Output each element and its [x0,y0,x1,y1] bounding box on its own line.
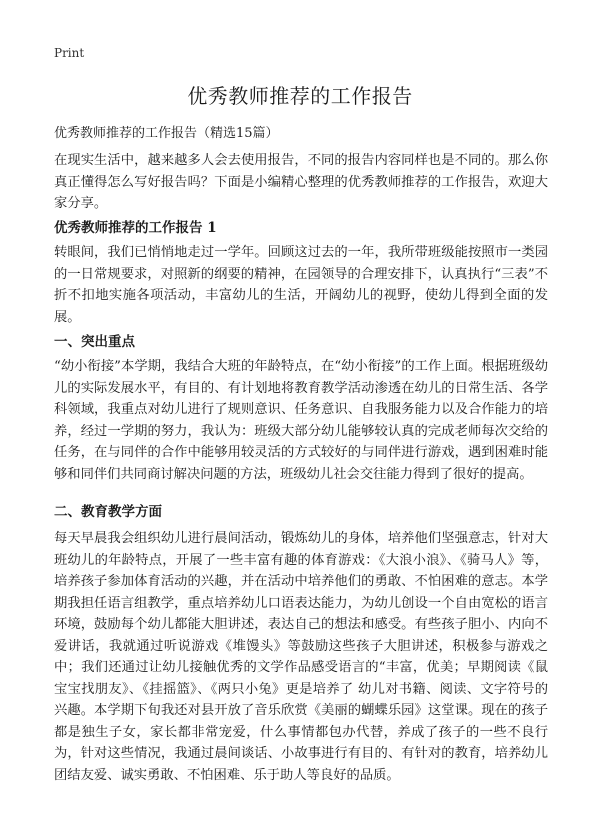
teaching-paragraph: 每天早晨我会组织幼儿进行晨间活动，锻炼幼儿的身体，培养他们坚强意志，针对大班幼儿的年龄特点，开展了一些丰富有趣的体育游戏：《大浪小浪》、《骑马人》等，培养孩子参加体育活动的兴趣，并在活动中培养他们的勇敢、不怕困难的意志。本学期我担任语言组教学，重点培养幼儿口语表达能力，为幼儿创设一个自由宽松的语言环境，鼓励每个幼儿都能大胆讲述，表达自己的想法和感受。有些孩子胆小、内向不爱讲话，我就通过听说游戏《堆馒头》等鼓励这些孩子大胆讲述，积极参与游戏之中；我们还通过让幼儿接触优秀的文学作品感受语言的“丰富，优美；早期阅读《鼠宝宝找朋友》、《挂摇篮》、《两只小兔》更是培养了 幼儿对书籍、阅读、文字符号的兴趣。本学期下旬我还对县开放了音乐欣赏《美丽的蝴蝶乐园》这堂课。现在的孩子都是独生子女，家长都非常宠爱，什么事情都包办代替，养成了孩子的一些不良行为，针对这些情况，我通过晨间谈话、小故事进行有目的、有针对的教育，培养幼儿团结友爱、诚实勇敢、不怕困难、乐于助人等良好的品质。 [54,531,548,783]
intro-paragraph: 在现实生活中，越来越多人会去使用报告，不同的报告内容同样也是不同的。那么你真正懂得怎么写好报告吗？下面是小编精心整理的优秀教师推荐的工作报告，欢迎大家分享。 [54,153,548,211]
section-heading-1: 优秀教师推荐的工作报告 1 [54,220,217,236]
focus-paragraph: “幼小衔接”本学期，我结合大班的年龄特点，在“幼小衔接”的工作上面。根据班级幼儿的实际发展水平，有目的、有计划地将教育教学活动渗透在幼儿的日常生活、各学科领域，我重点对幼儿进行了规则意识、任务意识、自我服务能力以及合作能力的培养，经过一学期的努力，我认为：班级大部分幼儿能够较认真的完成老师每次交给的任务，在与同伴的合作中能够用较灵活的方式较好的与同伴进行游戏，遇到困难时能够和同伴们共同商讨解决问题的方法，班级幼儿社会交往能力得到了很好的提高。 [54,359,548,482]
heading-teaching: 二、教育教学方面 [54,504,162,520]
section1-paragraph: 转眼间，我们已悄悄地走过一学年。回顾这过去的一年，我所带班级能按照市一类园的一日常规要求，对照新的纲要的精神，在园领导的合理安排下，认真执行“三表”不折不扣地实施各项活动，丰富幼儿的生活，开阔幼儿的视野，使幼儿得到全面的发展。 [54,245,548,325]
heading-focus: 一、突出重点 [54,334,135,350]
page-subtitle: 优秀教师推荐的工作报告（精选15篇） [54,126,279,141]
page-title: 优秀教师推荐的工作报告 [187,84,413,108]
print-link[interactable]: Print [54,46,85,60]
